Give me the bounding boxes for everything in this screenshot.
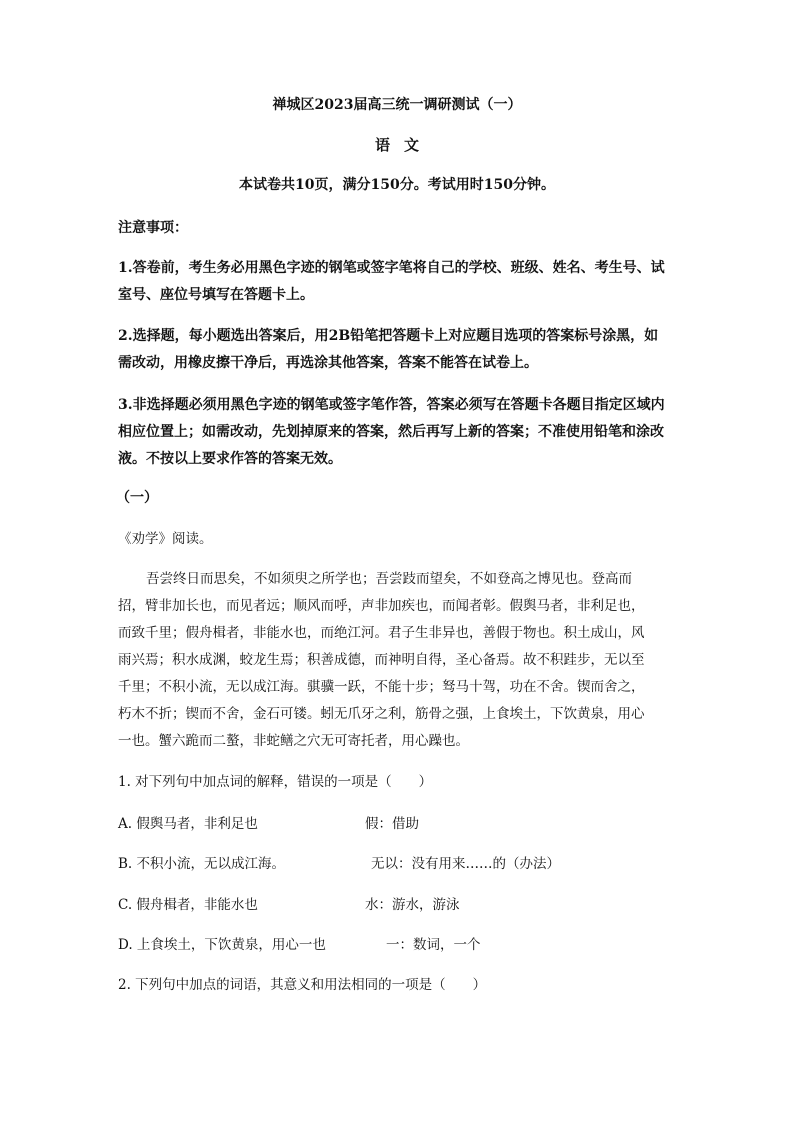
passage-line: 朽木不折；锲而不舍，金石可镂。蚓无爪牙之利，筋骨之强，上食埃土，下饮黄泉，用心 — [118, 706, 645, 722]
option-c-sentence: C. 假舟楫者，非能水也 — [118, 897, 258, 913]
page-title: 禅城区2023届高三统一调研测试（一） — [272, 97, 522, 113]
notice-item-1-line-2: 室号、座位号填写在答题卡上。 — [118, 287, 314, 303]
passage-line: 而致千里；假舟楫者，非能水也，而绝江河。君子生非异也，善假于物也。积土成山，风 — [118, 625, 645, 641]
notice-item-3-line-2: 相应位置上；如需改动，先划掉原来的答案，然后再写上新的答案；不准使用铅笔和涂改 — [118, 424, 664, 440]
passage-line: 千里；不积小流，无以成江海。骐骥一跃，不能十步；驽马十驾，功在不舍。锲而舍之， — [118, 679, 645, 695]
question-2-stem: 2. 下列句中加点的词语，其意义和用法相同的一项是（ ） — [118, 977, 487, 993]
option-d-explanation: 一：数词，一个 — [386, 937, 481, 953]
section-label: （一） — [116, 490, 158, 506]
notice-item-3-line-1: 3.非选择题必须用黑色字迹的钢笔或签字笔作答，答案必须写在答题卡各题目指定区域内 — [118, 397, 665, 413]
question-1-stem: 1. 对下列句中加点词的解释，错误的一项是（ ） — [118, 774, 433, 790]
option-a-explanation: 假：借助 — [365, 816, 419, 832]
notice-item-2-line-1: 2.选择题，每小题选出答案后，用2B铅笔把答题卡上对应题目选项的答案标号涂黑，如 — [118, 328, 659, 344]
notice-item-2-line-2: 需改动，用橡皮擦干净后，再选涂其他答案，答案不能答在试卷上。 — [118, 355, 538, 371]
section-intro: 《劝学》阅读。 — [118, 531, 213, 547]
passage-line: 雨兴焉；积水成渊，蛟龙生焉；积善成德，而神明自得，圣心备焉。故不积跬步，无以至 — [118, 652, 645, 668]
notice-item-3-line-3: 液。不按以上要求作答的答案无效。 — [118, 451, 342, 467]
option-d-sentence: D. 上食埃土，下饮黄泉，用心一也 — [118, 937, 326, 953]
passage-line: 吾尝终日而思矣，不如须臾之所学也；吾尝跂而望矣，不如登高之博见也。登高而 — [146, 571, 632, 587]
notice-heading: 注意事项： — [118, 220, 188, 236]
passage-line: 一也。蟹六跪而二螯，非蛇鳝之穴无可寄托者，用心躁也。 — [118, 733, 469, 749]
option-b-sentence: B. 不积小流，无以成江海。 — [118, 856, 286, 872]
subject-heading: 语文 — [374, 136, 433, 154]
option-c-explanation: 水：游水，游泳 — [365, 897, 460, 913]
option-a-sentence: A. 假舆马者，非利足也 — [118, 816, 258, 832]
notice-item-1-line-1: 1.答卷前，考生务必用黑色字迹的钢笔或签字笔将自己的学校、班级、姓名、考生号、试 — [118, 260, 665, 276]
option-b-explanation: 无以：没有用来……的（办法） — [371, 856, 560, 872]
exam-info: 本试卷共10页，满分150分。考试用时150分钟。 — [239, 177, 555, 193]
passage-line: 招，臂非加长也，而见者远；顺风而呼，声非加疾也，而闻者彰。假舆马者，非利足也， — [118, 598, 645, 614]
